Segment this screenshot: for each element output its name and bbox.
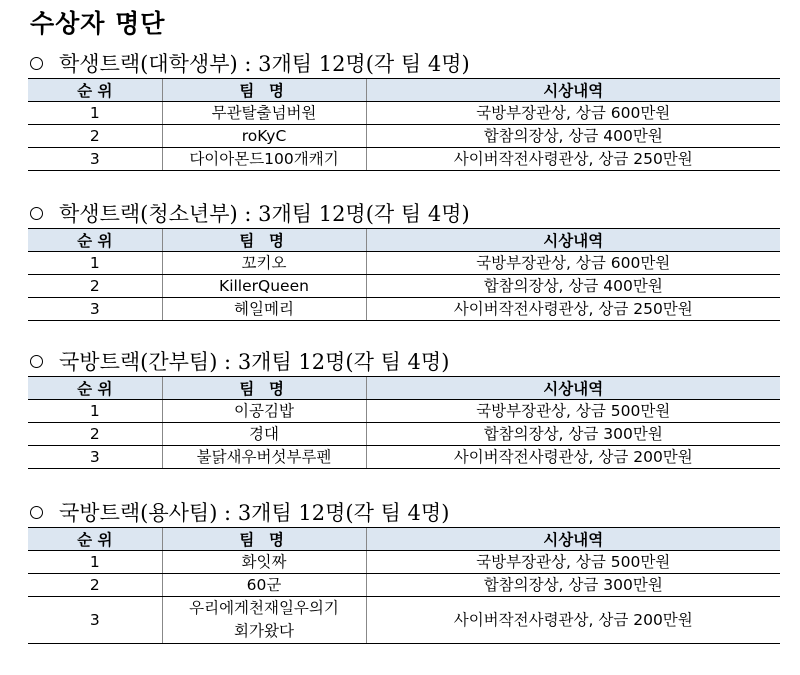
section-youth [28,198,780,321]
circle-bullet-icon [30,207,43,220]
cell-award: 국방부장관상, 상금 600만원 [366,252,780,275]
section-soldiers [28,497,780,644]
cell-team: roKyC [162,125,366,148]
header-rank: 순 위 [28,79,162,102]
section-officers [28,346,780,469]
cell-rank: 3 [28,148,162,171]
cell-team: 무관탈출넘버원 [162,102,366,125]
header-team: 팀 명 [162,377,366,400]
cell-rank: 3 [28,446,162,469]
table-row [28,252,780,275]
section-heading-text: 학생트랙(청소년부) : 3개팀 12명(각 팀 4명) [59,202,470,226]
cell-award: 합참의장상, 상금 300만원 [366,574,780,597]
header-award: 시상내역 [366,377,780,400]
cell-award: 합참의장상, 상금 400만원 [366,125,780,148]
cell-rank: 1 [28,102,162,125]
cell-award: 국방부장관상, 상금 500만원 [366,551,780,574]
table-header-row [28,79,780,102]
awards-table [28,228,780,321]
cell-team: 불닭새우버섯부루펜 [162,446,366,469]
table-row [28,102,780,125]
header-rank: 순 위 [28,528,162,551]
page-title: 수상자 명단 [30,9,166,38]
header-team: 팀 명 [162,79,366,102]
cell-award: 사이버작전사령관상, 상금 200만원 [366,446,780,469]
cell-rank: 3 [28,597,162,644]
cell-rank: 1 [28,551,162,574]
cell-rank: 1 [28,252,162,275]
table-row [28,275,780,298]
table-row [28,597,780,644]
cell-team: 경대 [162,423,366,446]
cell-team: 다이아몬드100개캐기 [162,148,366,171]
table-row [28,446,780,469]
table-row [28,298,780,321]
cell-rank: 2 [28,574,162,597]
table-row [28,551,780,574]
circle-bullet-icon [30,506,43,519]
cell-award: 국방부장관상, 상금 600만원 [366,102,780,125]
circle-bullet-icon [30,57,43,70]
header-award: 시상내역 [366,229,780,252]
section-heading-text: 국방트랙(간부팀) : 3개팀 12명(각 팀 4명) [59,350,450,374]
cell-award: 사이버작전사령관상, 상금 200만원 [366,597,780,644]
cell-rank: 2 [28,275,162,298]
cell-award: 사이버작전사령관상, 상금 250만원 [366,148,780,171]
section-heading [28,48,780,78]
section-university [28,48,780,171]
cell-team: 우리에게천재일우의기 회가왔다 [162,597,366,644]
table-row [28,574,780,597]
cell-team: KillerQueen [162,275,366,298]
table-row [28,423,780,446]
cell-team: 60군 [162,574,366,597]
section-heading [28,198,780,228]
cell-award: 국방부장관상, 상금 500만원 [366,400,780,423]
cell-rank: 1 [28,400,162,423]
header-award: 시상내역 [366,528,780,551]
section-heading [28,497,780,527]
cell-team: 이공김밥 [162,400,366,423]
cell-award: 합참의장상, 상금 400만원 [366,275,780,298]
cell-team: 화잇짜 [162,551,366,574]
cell-rank: 3 [28,298,162,321]
cell-award: 합참의장상, 상금 300만원 [366,423,780,446]
cell-team: 헤일메리 [162,298,366,321]
awards-table [28,78,780,171]
awards-table [28,376,780,469]
table-row [28,125,780,148]
awards-table [28,527,780,644]
header-team: 팀 명 [162,229,366,252]
section-heading-text: 학생트랙(대학생부) : 3개팀 12명(각 팀 4명) [59,52,470,76]
cell-award: 사이버작전사령관상, 상금 250만원 [366,298,780,321]
table-header-row [28,377,780,400]
section-heading [28,346,780,376]
circle-bullet-icon [30,355,43,368]
table-header-row [28,528,780,551]
header-team: 팀 명 [162,528,366,551]
cell-rank: 2 [28,125,162,148]
table-row [28,400,780,423]
header-rank: 순 위 [28,377,162,400]
cell-rank: 2 [28,423,162,446]
table-row [28,148,780,171]
section-heading-text: 국방트랙(용사팀) : 3개팀 12명(각 팀 4명) [59,501,450,525]
table-header-row [28,229,780,252]
header-rank: 순 위 [28,229,162,252]
cell-team: 꼬키오 [162,252,366,275]
header-award: 시상내역 [366,79,780,102]
